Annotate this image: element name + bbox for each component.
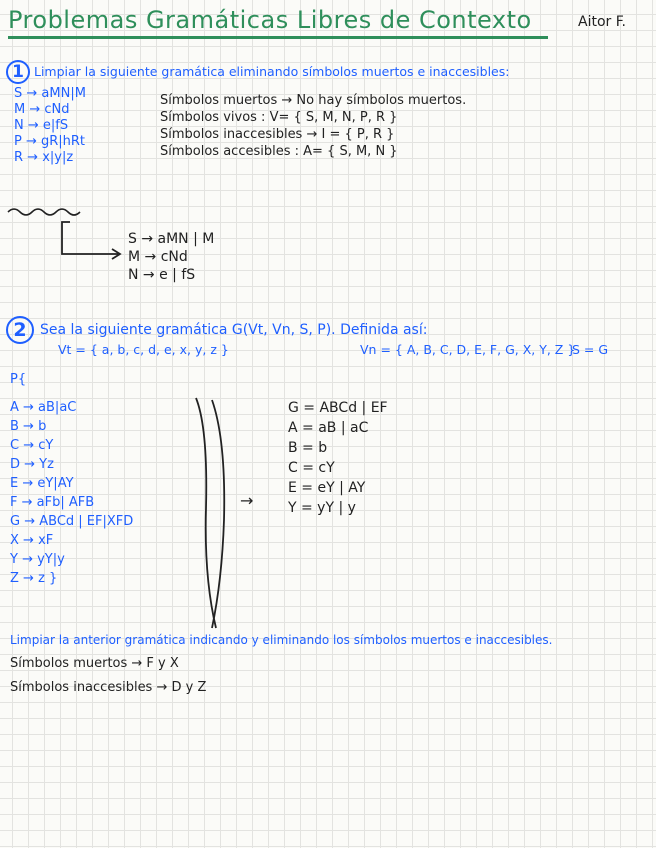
squiggle-underline <box>8 209 80 215</box>
exercise-2-result <box>288 398 388 518</box>
bracket-arrow-line <box>62 222 118 254</box>
production: G → ABCd | EF|XFD <box>10 514 134 529</box>
production: E → eY|AY <box>10 476 74 491</box>
inaccessible-symbols-line: Símbolos inaccesibles → I = { P, R } <box>160 127 395 142</box>
production: M → cNd <box>14 102 70 117</box>
accessible-symbols-line: Símbolos accesibles : A= { S, M, N } <box>160 144 398 159</box>
result-production: B = b <box>288 440 328 456</box>
result-production: E = eY | AY <box>288 480 366 496</box>
result-production: M → cNd <box>128 249 188 265</box>
production: F → aFb| AFB <box>10 495 95 510</box>
exercise-1-result <box>128 230 214 284</box>
production: S → aMN|M <box>14 86 86 101</box>
production: N → e|fS <box>14 118 69 133</box>
exercise-1-statement: Limpiar la siguiente gramática eliminando símbolos muertos e inaccesibles: <box>34 64 510 79</box>
production: D → Yz <box>10 457 54 472</box>
terminals-set: Vt = { a, b, c, d, e, x, y, z } <box>58 342 229 357</box>
exercise-2-statement: Sea la siguiente gramática G(Vt, Vn, S, P). Definida así: <box>40 322 428 338</box>
result-production: S → aMN | M <box>128 231 215 247</box>
page-title: Problemas Gramáticas Libres de Contexto <box>8 6 532 34</box>
production: Y → yY|y <box>10 552 65 567</box>
productions-open: P{ <box>10 372 27 387</box>
result-production: G = ABCd | EF <box>288 400 388 416</box>
exercise-2-instruction: Limpiar la anterior gramática indicando y eliminando los símbolos muertos e inaccesibles. <box>10 633 553 647</box>
production: P → gR|hRt <box>14 134 86 149</box>
brace-left-part <box>196 398 216 628</box>
start-symbol: S = G <box>572 342 609 357</box>
exercise-2-number: 2 <box>6 316 34 344</box>
result-production: Y = yY | y <box>288 500 356 516</box>
production: Z → z } <box>10 571 58 586</box>
dead-symbols-line: Símbolos muertos → No hay símbolos muertos. <box>160 93 467 108</box>
result-production: C = cY <box>288 460 335 476</box>
live-symbols-line: Símbolos vivos : V= { S, M, N, P, R } <box>160 110 398 125</box>
dead-symbols-answer: Símbolos muertos → F y X <box>10 656 179 671</box>
nonterminals-set: Vn = { A, B, C, D, E, F, G, X, Y, Z } <box>360 342 576 357</box>
result-production: N → e | fS <box>128 267 196 283</box>
inaccessible-symbols-answer: Símbolos inaccesibles → D y Z <box>10 680 207 695</box>
production: A → aB|aC <box>10 400 77 415</box>
production: C → cY <box>10 438 54 453</box>
author-name: Aitor F. <box>578 14 626 30</box>
production: R → x|y|z <box>14 150 74 165</box>
exercise-1-number: 1 <box>6 60 30 84</box>
production: B → b <box>10 419 47 434</box>
result-production: A = aB | aC <box>288 420 369 436</box>
exercise-2-productions <box>10 398 133 588</box>
transform-arrow: → <box>240 491 254 510</box>
brace-right-part <box>212 400 224 628</box>
production: X → xF <box>10 533 54 548</box>
